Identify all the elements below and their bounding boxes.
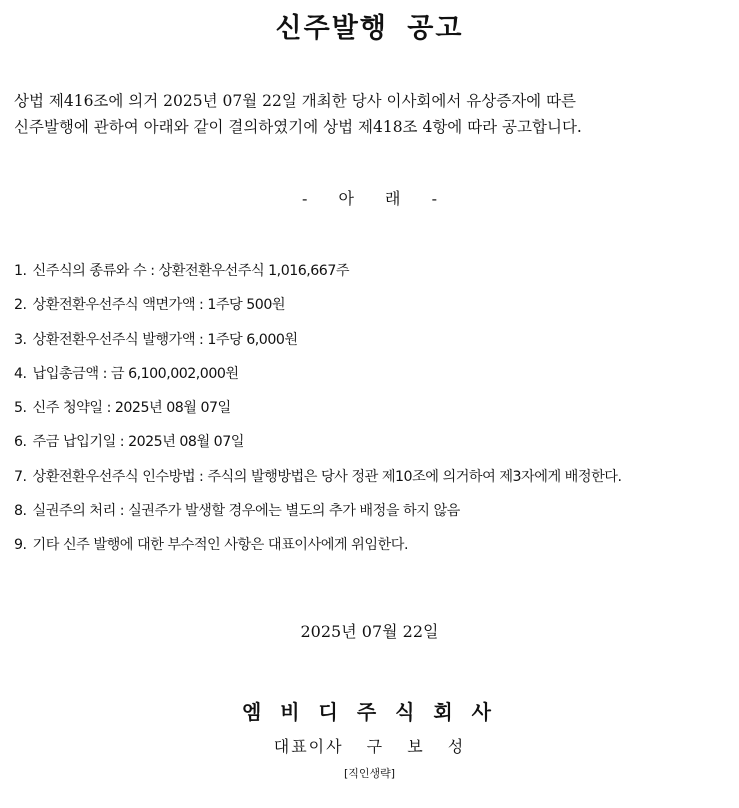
list-item: [14, 395, 729, 429]
item-text: 상환전환우선주식 발행가액 : 1주당 6,000원: [32, 331, 298, 348]
list-item: [14, 498, 729, 532]
item-text: 상환전환우선주식 인수방법 : 주식의 발행방법은 당사 정관 제10조에 의거하여 제3자에게 배정한다.: [32, 468, 622, 485]
list-item: [14, 532, 729, 566]
list-item: [14, 361, 729, 395]
item-text: 기타 신주 발행에 대한 부수적인 사항은 대표이사에게 위임한다.: [32, 537, 408, 554]
item-text: 신주 청약일 : 2025년 08월 07일: [32, 400, 231, 417]
item-text: 주금 납입기일 : 2025년 08월 07일: [32, 434, 244, 451]
item-text: 실권주의 처리 : 실권주가 발생할 경우에는 별도의 추가 배정을 하지 않음: [32, 503, 460, 520]
item-number: 6.: [14, 434, 27, 451]
item-number: 7.: [14, 468, 27, 485]
item-text: 납입총금액 : 금 6,100,002,000원: [32, 365, 239, 382]
seal-omitted-note: [직인생략]: [343, 767, 396, 780]
item-number: 8.: [14, 503, 27, 520]
item-number: 9.: [14, 537, 27, 554]
item-number: 4.: [14, 365, 27, 382]
intro-line-1: 상법 제416조에 의거 2025년 07월 22일 개최한 당사 이사회에서 유상증자에 따른: [14, 92, 577, 110]
list-item: [14, 327, 729, 361]
resolution-items: [14, 258, 729, 567]
intro-paragraph: [14, 88, 717, 140]
list-item: [14, 258, 729, 292]
ceo-name: 대표이사 구 보 성: [273, 737, 466, 756]
item-text: 신주식의 종류와 수 : 상환전환우선주식 1,016,667주: [32, 263, 350, 279]
item-text: 상환전환우선주식 액면가액 : 1주당 500원: [32, 297, 286, 314]
notice-date: 2025년 07월 22일: [300, 622, 439, 641]
item-number: 1.: [14, 263, 27, 279]
list-item: [14, 292, 729, 326]
section-label: - 아 래 -: [302, 189, 437, 208]
intro-line-2: 신주발행에 관하여 아래와 같이 결의하였기에 상법 제418조 4항에 따라 공고합니다.: [14, 118, 582, 136]
list-item: [14, 464, 729, 498]
item-number: 2.: [14, 297, 27, 314]
company-name: 엠 비 디 주 식 회 사: [241, 700, 498, 724]
item-number: 5.: [14, 400, 27, 417]
list-item: [14, 429, 729, 463]
notice-title: 신주발행 공고: [275, 13, 464, 44]
item-number: 3.: [14, 331, 27, 348]
